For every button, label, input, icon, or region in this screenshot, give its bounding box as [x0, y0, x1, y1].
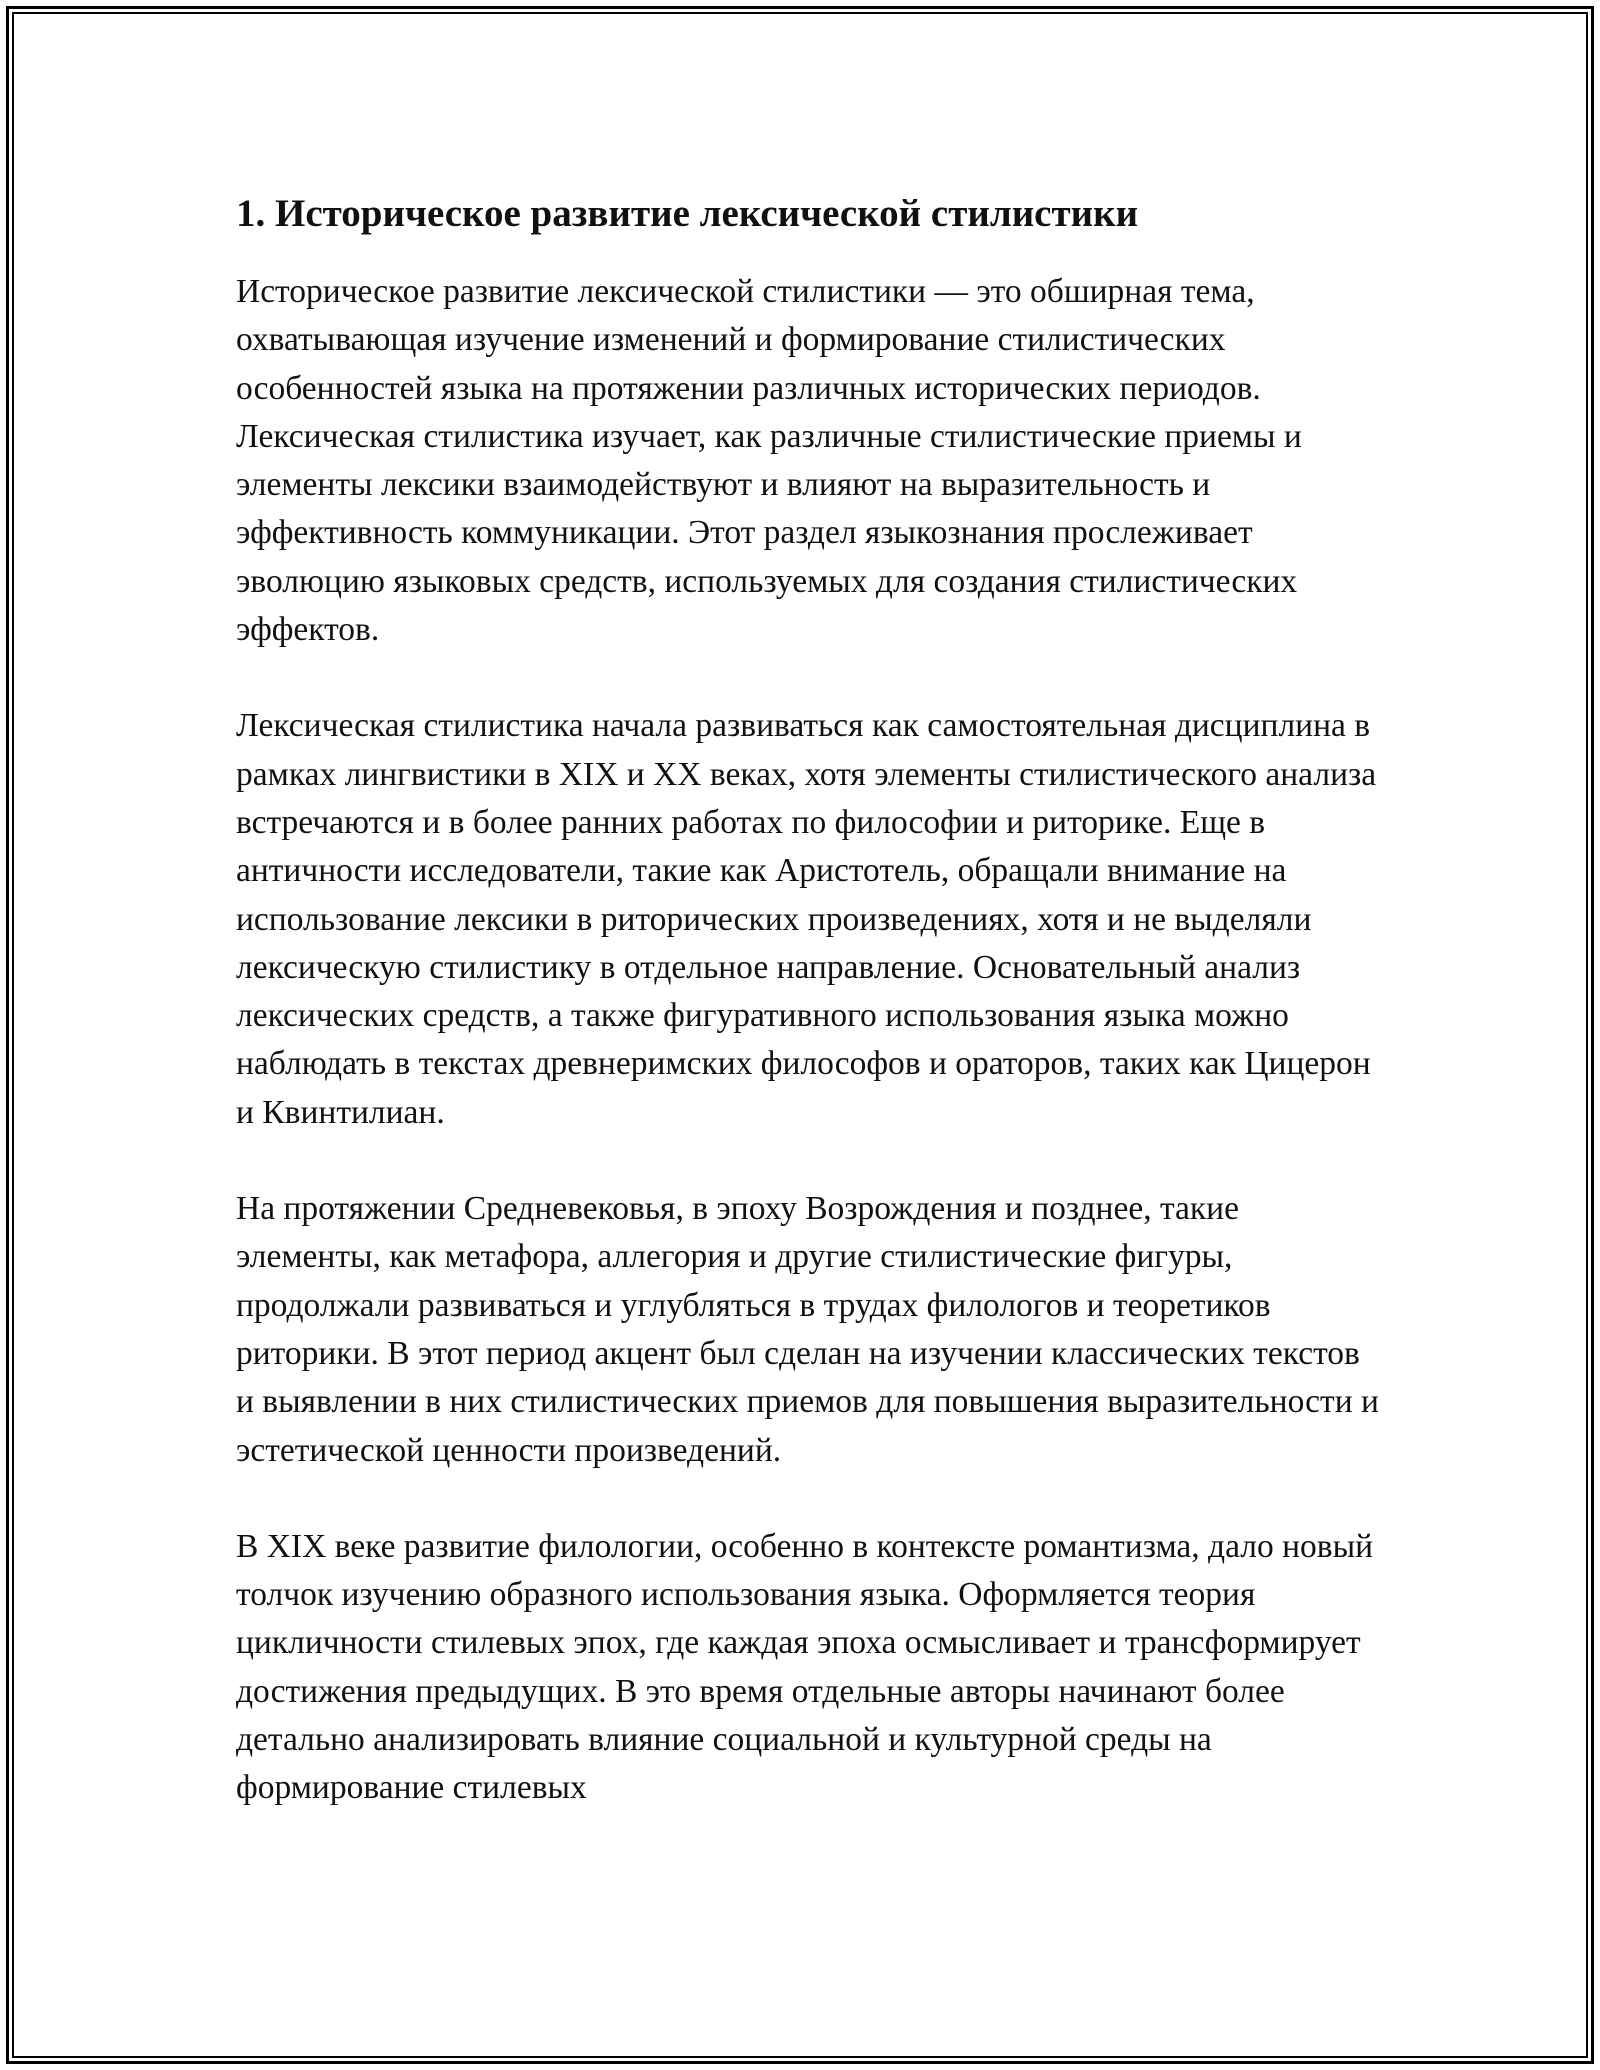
paragraph-3: На протяжении Средневековья, в эпоху Возрождения и позднее, такие элементы, как метафора, аллегория и другие стилистические фигуры, продолжали развиваться и углубляться в трудах филологов и теоретиков риторики. В этот период акцент был сделан на изучении классических текстов и выявлении в них стилистических приемов для повышения выразительности и эстетической ценности произведений.: [236, 1190, 1379, 1469]
paragraph-2: Лексическая стилистика начала развиваться как самостоятельная дисциплина в рамках лингвистики в XIX и XX веках, хотя элементы стилистического анализа встречаются и в более ранних работах по философии и риторике. Еще в античности исследователи, такие как Аристотель, обращали внимание на использование лексики в риторических произведениях, хотя и не выделяли лексическую стилистику в отдельное направление. Основательный анализ лексических средств, а также фигуративного использования языка можно наблюдать в текстах древнеримских философов и ораторов, таких как Цицерон и Квинтилиан.: [236, 707, 1377, 1131]
document-body: [236, 186, 1386, 1861]
paragraph-1: Историческое развитие лексической стилистики — это обширная тема, охватывающая изучение изменений и формирование стилистических особенностей языка на протяжении различных исторических периодов. Лексическая стилистика изучает, как различные стилистические приемы и элементы лексики взаимодействуют и влияют на выразительность и эффективность коммуникации. Этот раздел языкознания прослеживает эволюцию языковых средств, используемых для создания стилистических эффектов.: [236, 273, 1302, 649]
paragraph-4: В XIX веке развитие филологии, особенно в контексте романтизма, дало новый толчок изучению образного использования языка. Оформляется теория цикличности стилевых эпох, где каждая эпоха осмысливает и трансформирует достижения предыдущих. В это время отдельные авторы начинают более детально анализировать влияние социальной и культурной среды на формирование стилевых: [236, 1527, 1374, 1807]
section-heading: 1. Историческое развитие лексической стилистики: [236, 192, 1139, 235]
